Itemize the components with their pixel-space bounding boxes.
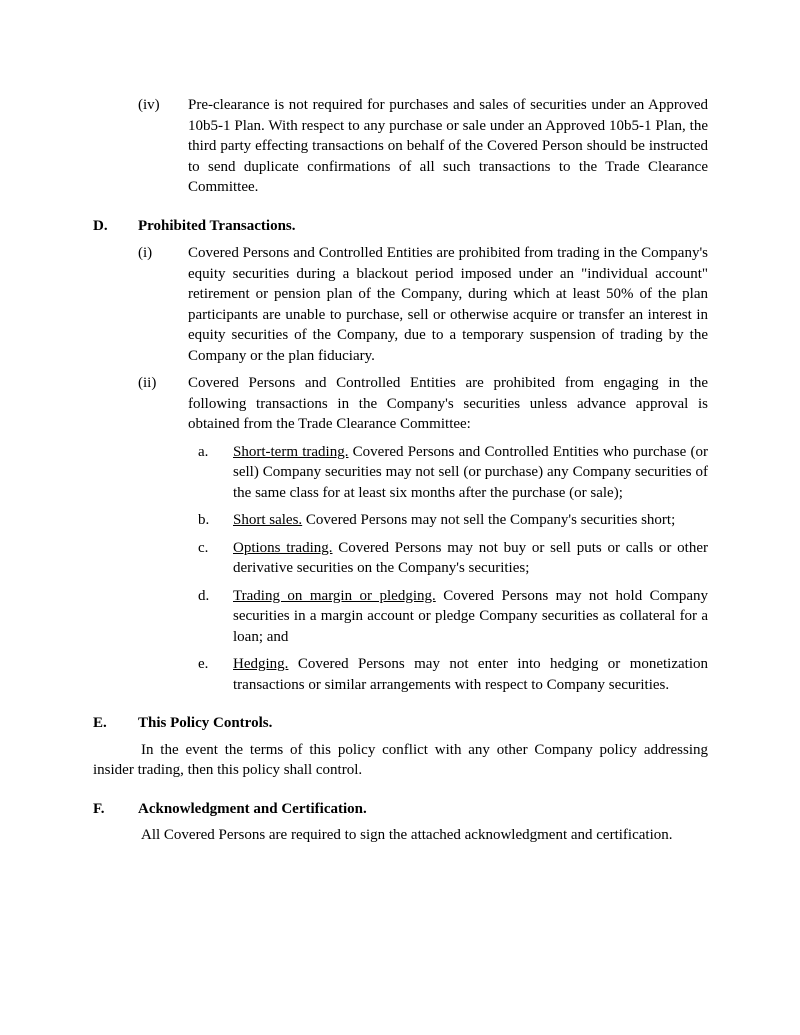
section-d-heading-label: Prohibited Transactions. <box>138 217 296 234</box>
section-f-heading-label: Acknowledgment and Certification. <box>138 800 367 817</box>
clause-d-ii-c-options-trading <box>93 538 708 579</box>
clause-d-ii-a-short-term-trading-lead-in: Short-term trading. <box>233 443 349 460</box>
clause-iv-preclearance-text: Pre-clearance is not required for purchases and sales of securities under an Approved 10b5-1 Plan. With respect to any purchase or sale under an Approved 10b5-1 Plan, the third party effecting transactions on behalf of the Covered Person should be instructed to send duplicate confirmations of all such transactions to the Trade Clearance Committee. <box>188 97 708 195</box>
clause-d-ii-d-margin-pledging-text: Covered Persons may not hold Company securities in a margin account or pledge Company securities as collateral for a loan; and <box>233 587 708 645</box>
section-e-heading <box>93 713 708 734</box>
clause-d-ii-e-hedging-lead-in: Hedging. <box>233 656 289 672</box>
clause-d-ii-b-short-sales <box>93 510 708 531</box>
clause-d-ii-a-short-term-trading <box>93 442 708 504</box>
clause-d-i-blackout-marker: (i) <box>138 245 153 261</box>
section-d-heading <box>93 216 708 237</box>
clause-d-ii-d-margin-pledging-lead-in: Trading on margin or pledging. <box>233 587 436 604</box>
clause-d-ii-advance-approval-marker: (ii) <box>138 375 157 391</box>
clause-iv-preclearance-marker: (iv) <box>138 97 160 113</box>
clause-d-ii-b-short-sales-text: Covered Persons may not sell the Company's securities short; <box>302 512 676 528</box>
clause-d-ii-d-margin-pledging <box>93 586 708 648</box>
clause-d-ii-d-margin-pledging-marker: d. <box>198 587 210 604</box>
clause-d-ii-e-hedging-marker: e. <box>198 656 209 672</box>
section-e-heading-marker: E. <box>93 715 107 731</box>
document-body <box>93 88 708 846</box>
clause-d-ii-b-short-sales-marker: b. <box>198 512 210 528</box>
clause-d-ii-advance-approval <box>93 373 708 435</box>
section-e-body: In the event the terms of this policy conflict with any other Company policy addressing insider trading, then this policy shall control. <box>93 741 708 778</box>
section-f-heading <box>93 799 708 820</box>
clause-d-i-blackout-text: Covered Persons and Controlled Entities are prohibited from trading in the Company's equity securities during a blackout period imposed under an "individual account" retirement or pension plan of the Company, during which at least 50% of the plan participants are unable to purchase, sell or otherwise acquire or transfer an interest in equity securities of the Company, due to a temporary suspension of trading by the Company or the plan fiduciary. <box>188 245 708 364</box>
section-f-body: All Covered Persons are required to sign the attached acknowledgment and certification. <box>141 827 673 843</box>
clause-d-ii-c-options-trading-lead-in: Options trading. <box>233 539 333 556</box>
clause-iv-preclearance <box>93 95 708 198</box>
clause-d-ii-e-hedging-text: Covered Persons may not enter into hedging or monetization transactions or similar arrangements with respect to Company securities. <box>233 656 708 693</box>
section-d-heading-marker: D. <box>93 217 108 234</box>
clause-d-ii-a-short-term-trading-text: Covered Persons and Controlled Entities who purchase (or sell) Company securities may not sell (or purchase) any Company securities of the same class for at least six months after the purchase (or sale); <box>233 443 708 501</box>
clause-d-ii-e-hedging <box>93 654 708 695</box>
section-f-heading-marker: F. <box>93 800 105 817</box>
clause-d-ii-advance-approval-text: Covered Persons and Controlled Entities are prohibited from engaging in the following transactions in the Company's securities unless advance approval is obtained from the Trade Clearance Committee: <box>188 375 708 432</box>
clause-d-ii-a-short-term-trading-marker: a. <box>198 443 209 460</box>
clause-d-i-blackout <box>93 243 708 366</box>
clause-d-ii-c-options-trading-text: Covered Persons may not buy or sell puts or calls or other derivative securities on the Company's securities; <box>233 539 708 576</box>
clause-d-ii-c-options-trading-marker: c. <box>198 539 209 556</box>
section-e-heading-label: This Policy Controls. <box>138 715 273 731</box>
clause-d-ii-b-short-sales-lead-in: Short sales. <box>233 512 303 528</box>
